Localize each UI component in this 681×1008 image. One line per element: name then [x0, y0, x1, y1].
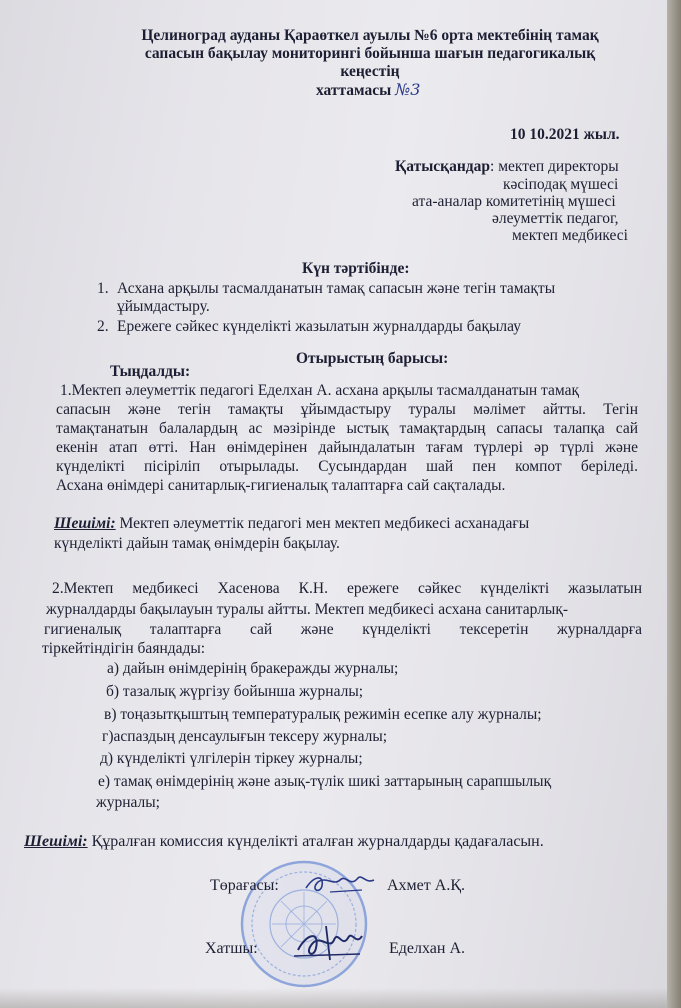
- title-line-3: кеңестің: [340, 63, 400, 80]
- decision-1-label: Шешімі:: [54, 515, 116, 532]
- chair-name: Ахмет А.Қ.: [387, 877, 465, 894]
- agenda-item-2: Ережеге сәйкес күнделікті жазылатын журналдарды бақылау: [117, 318, 521, 335]
- page-edge: [667, 0, 681, 1008]
- participants-item: әлеуметтік педагог,: [492, 210, 619, 227]
- journal-item: журналы;: [96, 794, 160, 811]
- journal-item: в) тоңазытқыштың температуралық режимін есепке алу журналы;: [104, 706, 542, 723]
- participants-item: ата-аналар комитетінің мүшесі: [412, 193, 616, 210]
- participants-item: кәсіподақ мүшесі: [503, 176, 619, 193]
- secretary-label: Хатшы:: [205, 940, 258, 957]
- decision-1-line: [54, 515, 529, 533]
- paragraph-2-line: гигиеналық талаптарға сай және күнделікті тексеретін журналдарға: [44, 621, 642, 638]
- paragraph-1-line: екенін атап өтті. Нан өнімдерінен дайындалатын тағам түрлері әр түрлі және: [56, 439, 638, 456]
- decision-2-line: [24, 833, 544, 851]
- protocol-number-handwritten: №3: [395, 80, 421, 99]
- journal-item: е) тамақ өнімдерінің және азық-түлік шикі заттарының сарапшылық: [98, 773, 552, 790]
- protocol-date: 10 10.2021 жыл.: [510, 126, 620, 143]
- paragraph-1-line: күнделікті пісіріліп отырылады. Сусындардан шай пен компот беріледі.: [56, 458, 638, 475]
- title-line-4: [316, 81, 420, 100]
- decision-1-text: Мектеп әлеуметтік педагогі мен мектеп медбикесі асханадағы: [115, 515, 530, 532]
- agenda-item-1-cont: ұйымдастыру.: [117, 298, 210, 315]
- participants-item: мектеп медбикесі: [512, 227, 628, 244]
- journal-item: г)аспаздың денсаулығын тексеру журналы;: [102, 728, 388, 745]
- paragraph-1-line: Асхана өнімдері санитарлық-гигиеналық талаптарға сай сақталады.: [56, 477, 506, 494]
- title-line-1: Целиноград ауданы Қараөткел ауылы №6 орта мектебінің тамақ: [141, 27, 599, 44]
- paragraph-1-line: 1.Мектеп әлеуметтік педагогі Еделхан А. асхана арқылы тасмалданатын тамақ: [60, 382, 579, 399]
- paragraph-1-line: тамақтанатын балалардың ас мәзірінде ыстық тамақтардың сапасы талапқа сай: [56, 420, 638, 437]
- decision-2-label: Шешімі:: [24, 833, 88, 850]
- agenda-item-1: Асхана арқылы тасмалданатын тамақ сапасын және тегін тамақты: [117, 280, 556, 297]
- title-line-2: сапасын бақылау мониторингі бойынша шағын педагогикалық: [144, 45, 596, 62]
- participants-item: : мектеп директоры: [490, 158, 619, 175]
- page-shadow: [0, 988, 681, 1008]
- secretary-signature: [290, 920, 370, 966]
- protocol-word: хаттамасы: [316, 82, 392, 99]
- participants-label: Қатысқандар: [395, 158, 491, 175]
- decision-1-line: күнделікті дайын тамақ өнімдерін бақылау.: [54, 535, 340, 552]
- paragraph-2-line: журналдарды бақылауын туралы айтты. Мектеп медбикесі асхана санитарлық-: [46, 601, 569, 618]
- decision-2-text: Құралған комиссия күнделікті аталған журналдарды қадағаласын.: [87, 833, 544, 850]
- journal-item: б) тазалық жүргізу бойынша журналы;: [106, 683, 364, 700]
- agenda-heading: Күн тәртібінде:: [302, 260, 410, 277]
- chair-label: Төрағасы:: [210, 877, 279, 894]
- paragraph-2-line: тіркейтіндігін баяндады:: [42, 640, 206, 657]
- paragraph-2-line: 2.Мектеп медбикесі Хасенова К.Н. ережеге сәйкес күнделікті жазылатын: [52, 580, 642, 597]
- listened-label: Тыңдалды:: [110, 363, 191, 380]
- paragraph-1-line: сапасын және тегін тамақты ұйымдастыру туралы мәлімет айтты. Тегін: [56, 401, 638, 418]
- agenda-item-number: 2.: [97, 318, 109, 335]
- proceedings-heading: Отырыстың барысы:: [296, 350, 449, 367]
- chair-signature: [300, 868, 380, 900]
- participants-line-1: [395, 158, 619, 176]
- journal-item: а) дайын өнімдерінің бракеражды журналы;: [107, 660, 399, 677]
- secretary-name: Еделхан А.: [389, 940, 466, 957]
- agenda-item-number: 1.: [97, 280, 109, 297]
- journal-item: д) күнделікті үлгілерін тіркеу журналы;: [100, 750, 363, 767]
